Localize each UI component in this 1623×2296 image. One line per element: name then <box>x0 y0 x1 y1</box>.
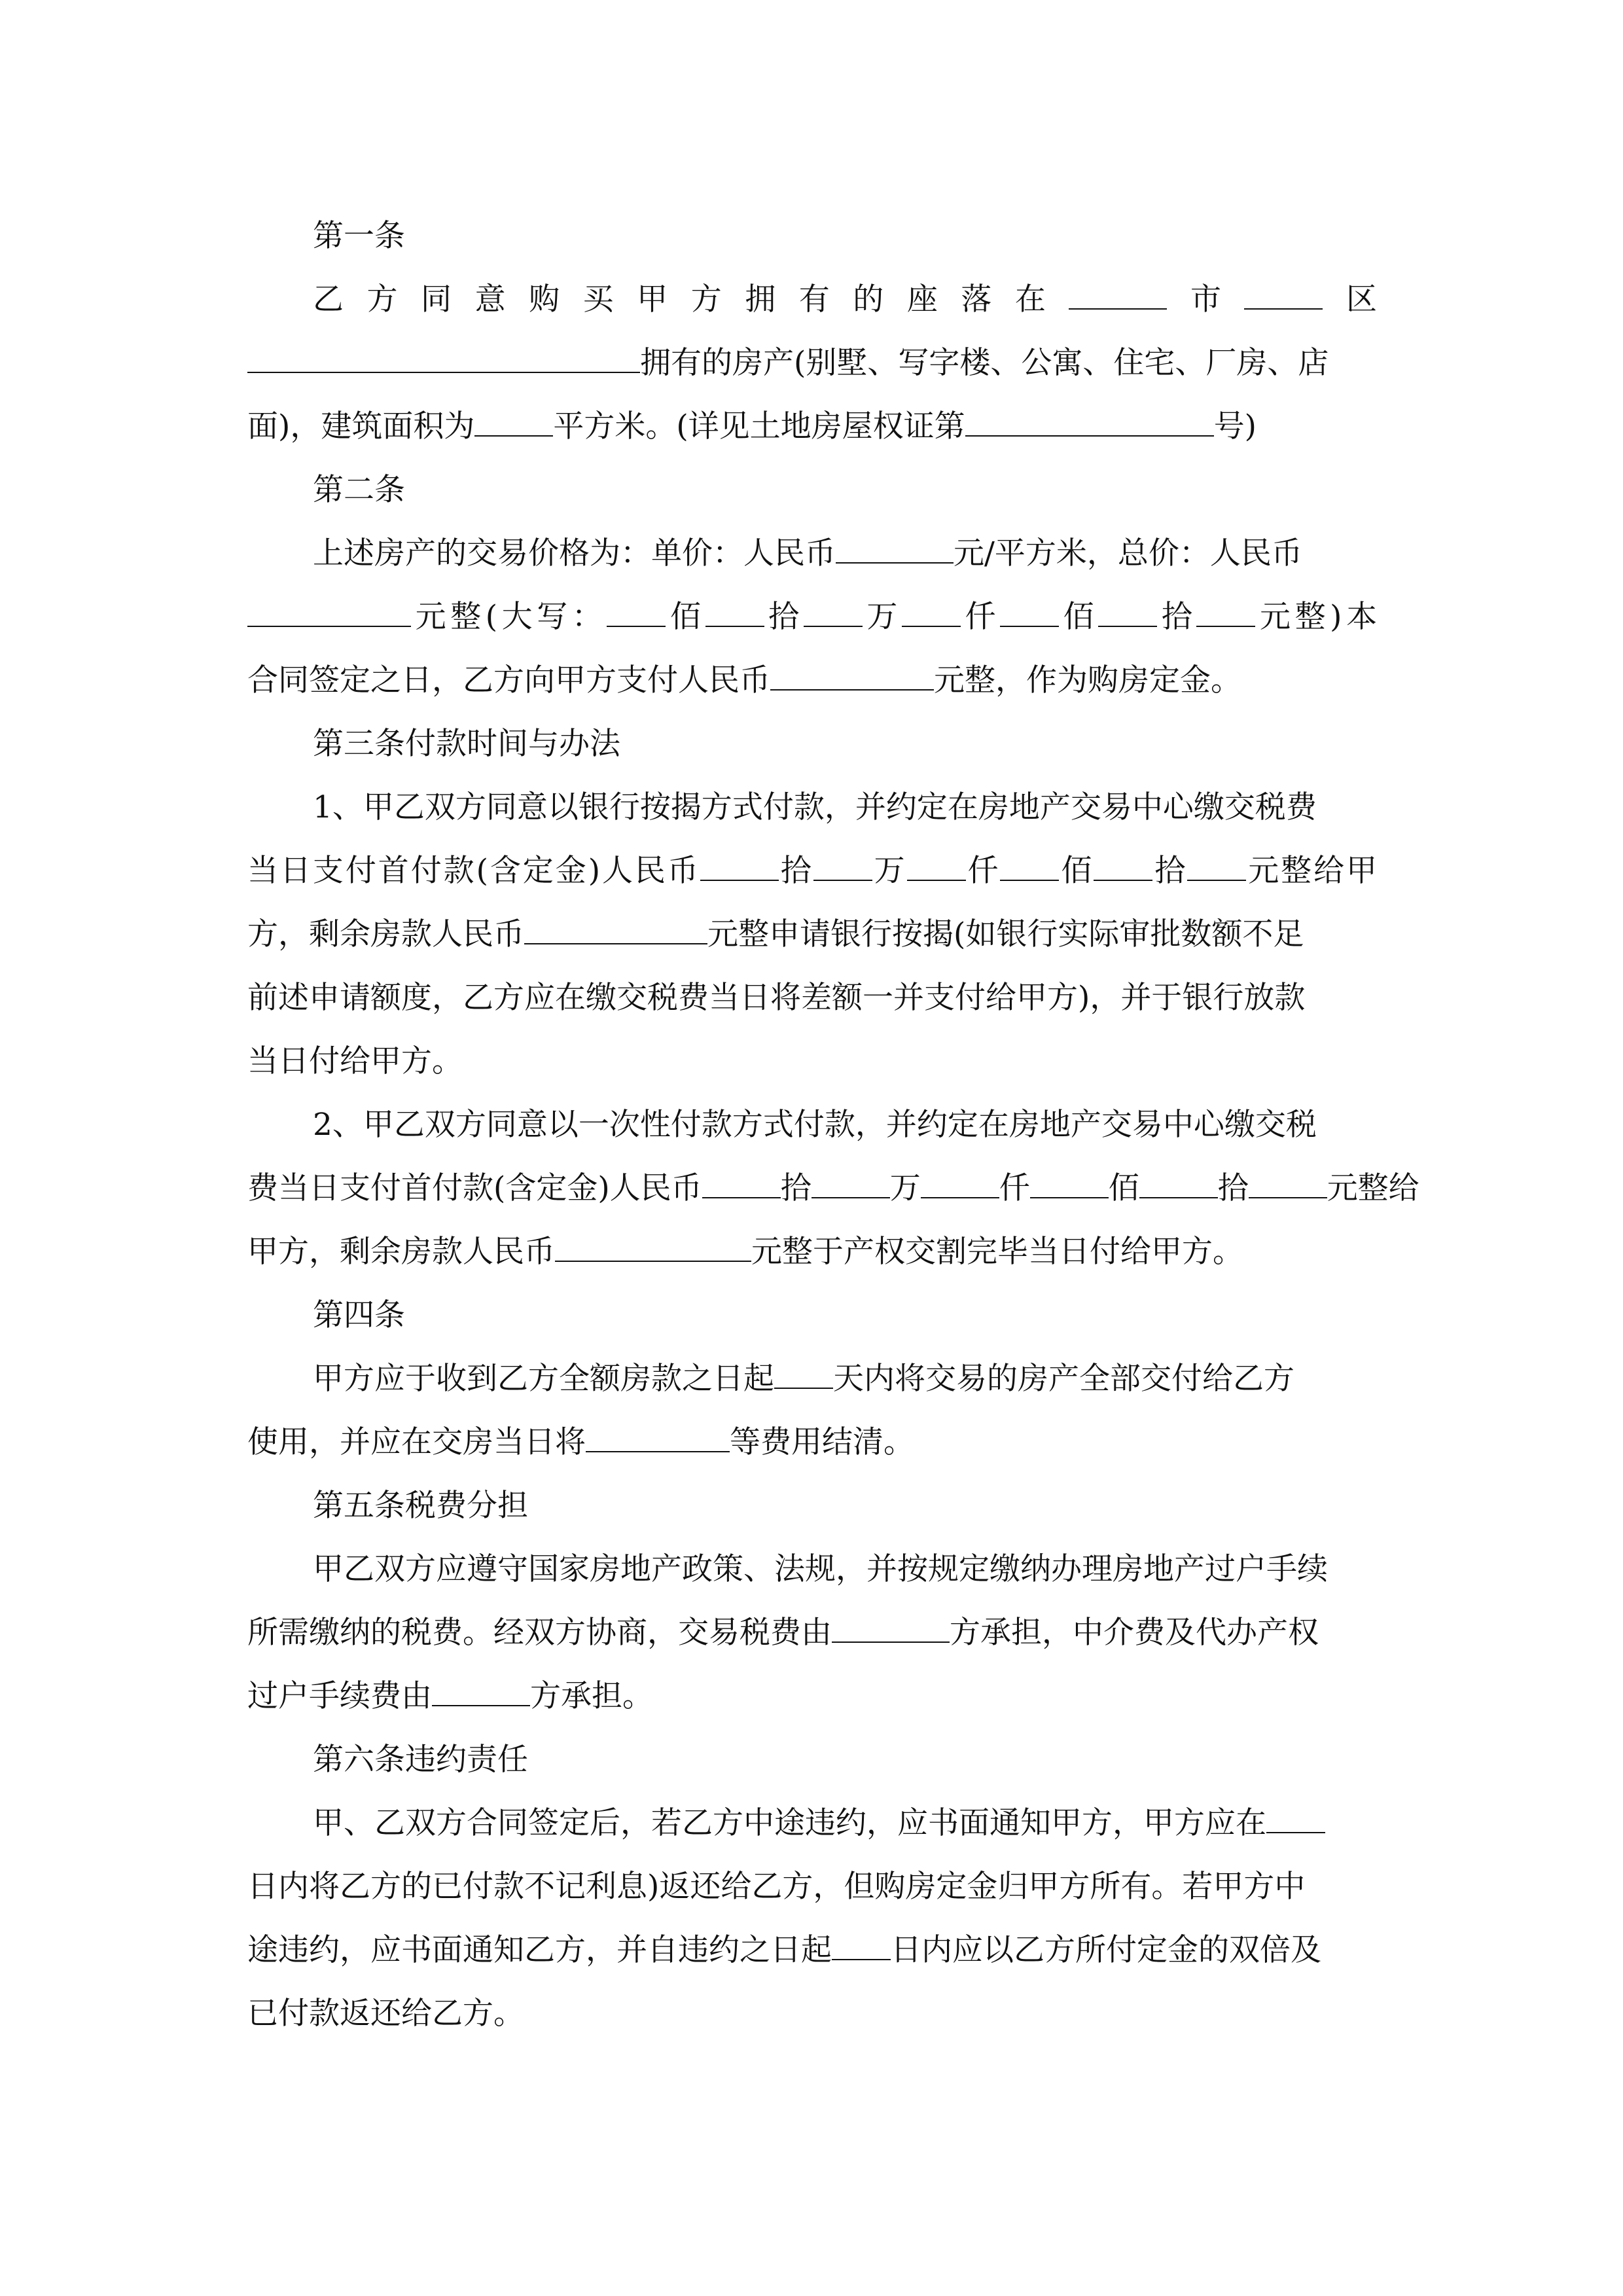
article-6-line-4: 已付款返还给乙方。 <box>247 1996 524 2032</box>
blank[interactable] <box>836 530 954 564</box>
article-5-line-3: 过户手续费由 方承担。 <box>247 1664 1377 1728</box>
blank[interactable] <box>1000 848 1059 881</box>
blank[interactable] <box>1139 1165 1218 1198</box>
article-1-line-1: 乙方同意购买甲方拥有的座落在 市 区 <box>247 268 1377 331</box>
blank[interactable] <box>586 1419 730 1452</box>
blank[interactable] <box>774 1355 833 1389</box>
article-2-heading: 第二条 <box>313 472 405 508</box>
article-1-heading: 第一条 <box>313 218 405 254</box>
blank[interactable] <box>247 340 640 373</box>
blank[interactable] <box>907 848 966 881</box>
blank[interactable] <box>705 594 764 627</box>
article-1-line-2: 拥有的房产(别墅、写字楼、公寓、住宅、厂房、店 <box>247 331 1377 395</box>
article-4-line-2: 使用，并应在交房当日将 等费用结清。 <box>247 1410 1377 1474</box>
blank[interactable] <box>555 1229 751 1262</box>
article-4-heading: 第四条 <box>313 1297 405 1333</box>
article-6-line-1: 甲、乙双方合同签定后，若乙方中途违约，应书面通知甲方，甲方应在 <box>247 1791 1377 1855</box>
blank[interactable] <box>702 1165 781 1198</box>
blank[interactable] <box>1196 594 1255 627</box>
blank[interactable] <box>832 1609 950 1643</box>
blank[interactable] <box>770 657 934 691</box>
blank[interactable] <box>812 1165 890 1198</box>
blank[interactable] <box>607 594 666 627</box>
article-4-line-1: 甲方应于收到乙方全额房款之日起 天内将交易的房产全部交付给乙方 <box>247 1347 1377 1410</box>
blank[interactable] <box>902 594 961 627</box>
article-3-p1-line-3: 方，剩余房款人民币 元整申请银行按揭(如银行实际审批数额不足 <box>247 903 1377 966</box>
article-3-p2-line-2: 费当日支付首付款(含定金)人民币 拾 万 仟 佰 拾 元整给 <box>247 1157 1377 1220</box>
article-3-p2-line-3: 甲方，剩余房款人民币 元整于产权交割完毕当日付给甲方。 <box>247 1220 1377 1283</box>
article-6-line-2: 日内将乙方的已付款不记利息)返还给乙方，但购房定金归甲方所有。若甲方中 <box>247 1869 1306 1905</box>
blank[interactable] <box>804 594 863 627</box>
article-2-line-1: 上述房产的交易价格为：单价：人民币 元/平方米，总价：人民币 <box>247 522 1377 585</box>
article-3-p1-line-4: 前述申请额度，乙方应在缴交税费当日将差额一并支付给甲方)，并于银行放款 <box>247 980 1306 1016</box>
contract-body <box>247 204 1419 2045</box>
article-6-line-3: 途违约，应书面通知乙方，并自违约之日起 日内应以乙方所付定金的双倍及 <box>247 1918 1377 1982</box>
article-3-p1-line-2: 当日支付首付款(含定金)人民币 拾 万 仟 佰 拾 元整给甲 <box>247 839 1377 903</box>
blank[interactable] <box>832 1927 891 1960</box>
article-5-line-2: 所需缴纳的税费。经双方协商，交易税费由 方承担，中介费及代办产权 <box>247 1601 1377 1664</box>
blank[interactable] <box>432 1673 530 1706</box>
article-3-p2-line-1: 2、甲乙双方同意以一次性付款方式付款，并约定在房地产交易中心缴交税 <box>313 1107 1317 1143</box>
article-5-heading: 第五条税费分担 <box>313 1488 528 1524</box>
article-2-line-2: 元整(大写： 佰 拾 万 仟 佰 拾 元整)本 <box>247 585 1377 649</box>
blank[interactable] <box>700 848 779 881</box>
blank[interactable] <box>1244 276 1323 310</box>
blank[interactable] <box>1266 1800 1325 1833</box>
blank[interactable] <box>474 403 553 437</box>
article-3-heading: 第三条付款时间与办法 <box>313 726 620 762</box>
article-6-heading: 第六条违约责任 <box>313 1742 528 1778</box>
blank[interactable] <box>247 594 411 627</box>
blank[interactable] <box>1187 848 1246 881</box>
article-3-p1-line-5: 当日付给甲方。 <box>247 1043 463 1079</box>
blank[interactable] <box>965 403 1214 437</box>
blank[interactable] <box>1094 848 1152 881</box>
article-3-p1-line-1: 1、甲乙双方同意以银行按揭方式付款，并约定在房地产交易中心缴交税费 <box>313 789 1317 825</box>
blank[interactable] <box>524 911 707 944</box>
blank[interactable] <box>1249 1165 1327 1198</box>
blank[interactable] <box>921 1165 999 1198</box>
blank[interactable] <box>813 848 872 881</box>
blank[interactable] <box>1000 594 1059 627</box>
blank[interactable] <box>1098 594 1157 627</box>
article-2-line-3: 合同签定之日，乙方向甲方支付人民币 元整，作为购房定金。 <box>247 649 1377 712</box>
article-1-line-3: 面)，建筑面积为 平方米。(详见土地房屋权证第 号) <box>247 395 1377 458</box>
blank[interactable] <box>1030 1165 1109 1198</box>
blank[interactable] <box>1069 276 1167 310</box>
article-5-line-1: 甲乙双方应遵守国家房地产政策、法规，并按规定缴纳办理房地产过户手续 <box>313 1551 1328 1587</box>
